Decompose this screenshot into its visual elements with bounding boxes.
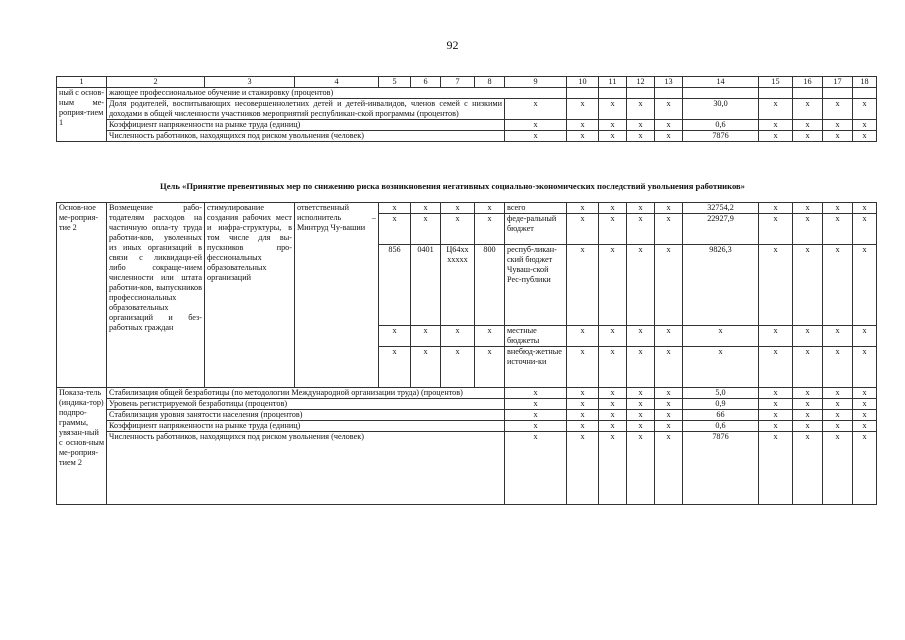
cell-value: x: [567, 131, 599, 142]
cell-value: x: [567, 399, 599, 410]
indicator-text: Коэффициент напряженности на рынке труда (единиц): [107, 120, 505, 131]
header-row: [57, 77, 877, 88]
cell-value: x: [823, 410, 853, 421]
cell-value: x: [759, 410, 793, 421]
cell-value: x: [793, 245, 823, 326]
funding-source: внебюд-жетные источни-ки: [505, 347, 567, 388]
cell-value: x: [823, 421, 853, 432]
cell-value: x: [627, 245, 655, 326]
header-cell: 1: [57, 77, 107, 88]
table-row: [57, 99, 877, 120]
table-row: [57, 399, 877, 410]
cell-value: x: [823, 432, 853, 505]
header-cell: 16: [793, 77, 823, 88]
code-cell: x: [411, 203, 441, 214]
cell-value: x: [793, 99, 823, 120]
cell-value: x: [655, 99, 683, 120]
cell-value: x: [823, 245, 853, 326]
code-cell: x: [441, 203, 475, 214]
executor-text: ответственный исполнитель – Минтруд Чу-вашии: [295, 203, 379, 388]
cell-value: x: [793, 120, 823, 131]
code-cell: x: [475, 214, 505, 245]
cell-value: x: [683, 347, 759, 388]
cell-value: x: [759, 326, 793, 347]
code-cell: x: [379, 326, 411, 347]
cell-value: x: [759, 347, 793, 388]
cell-value: x: [627, 347, 655, 388]
cell-value: x: [823, 214, 853, 245]
cell-value: x: [627, 399, 655, 410]
cell-value: x: [759, 399, 793, 410]
cell-value: x: [853, 245, 877, 326]
cell-value: x: [627, 326, 655, 347]
header-cell: 6: [411, 77, 441, 88]
cell-value: x: [505, 410, 567, 421]
cell-value: x: [759, 432, 793, 505]
header-cell: 15: [759, 77, 793, 88]
cell-value: x: [655, 203, 683, 214]
cell-value: x: [759, 203, 793, 214]
code-cell: 800: [475, 245, 505, 326]
cell-value: x: [759, 245, 793, 326]
header-cell: 9: [505, 77, 567, 88]
cell-value: x: [627, 410, 655, 421]
cell-value: x: [683, 326, 759, 347]
header-cell: 12: [627, 77, 655, 88]
cell-value: x: [853, 120, 877, 131]
code-cell: x: [475, 326, 505, 347]
table-row: [57, 432, 877, 505]
cell-value: x: [627, 214, 655, 245]
cell-value: x: [567, 214, 599, 245]
cell-value: x: [759, 131, 793, 142]
cell-value: x: [627, 99, 655, 120]
funding-source: феде-ральный бюджет: [505, 214, 567, 245]
main-activity-label: Основ-ное ме-роприя-тие 2: [57, 203, 107, 388]
cell-value: x: [567, 326, 599, 347]
cell-value: x: [627, 421, 655, 432]
cell-value: x: [793, 421, 823, 432]
table-row: [57, 421, 877, 432]
header-cell: 4: [295, 77, 379, 88]
cell-value: x: [655, 214, 683, 245]
cell-value: x: [505, 99, 567, 120]
task-text: стимулирование создания рабочих мест и инфра-структуры, в том числе для вы-пускников про-фессиональных образовательных организаций: [205, 203, 295, 388]
cell-value: x: [853, 347, 877, 388]
cell-value: x: [759, 388, 793, 399]
indicator-text: Численность работников, находящихся под риском увольнения (человек): [107, 432, 505, 505]
table-row: [57, 131, 877, 142]
header-cell: 17: [823, 77, 853, 88]
header-cell: 2: [107, 77, 205, 88]
cell-value: x: [655, 410, 683, 421]
cell-value: x: [655, 421, 683, 432]
code-cell: x: [411, 347, 441, 388]
header-cell: 8: [475, 77, 505, 88]
cell-value: x: [793, 131, 823, 142]
cell-value: x: [599, 326, 627, 347]
cell-value: x: [793, 326, 823, 347]
table-top: [56, 76, 877, 142]
indicator-label-1: ный с основ-ным ме-роприя-тием 1: [57, 88, 107, 142]
cell-value: x: [627, 388, 655, 399]
indicator-label-2: Показа-тель (индика-тор) подпро-граммы, увязан-ный с основ-ным ме-роприя-тием 2: [57, 388, 107, 505]
code-cell: x: [379, 214, 411, 245]
indicator-text: Коэффициент напряженности на рынке труда (единиц): [107, 421, 505, 432]
header-cell: 14: [683, 77, 759, 88]
cell-value: x: [567, 203, 599, 214]
continued-text: жающее профессиональное обучение и стажировку (процентов): [107, 88, 567, 99]
cell-value: x: [853, 432, 877, 505]
cell-value: x: [759, 421, 793, 432]
cell-value: x: [853, 326, 877, 347]
cell-value: x: [853, 131, 877, 142]
cell-value: x: [599, 120, 627, 131]
cell-value: x: [567, 120, 599, 131]
indicator-text: Уровень регистрируемой безработицы (процентов): [107, 399, 505, 410]
code-cell: x: [411, 326, 441, 347]
indicator-text: Стабилизация уровня занятости населения (процентов): [107, 410, 505, 421]
cell-value: x: [853, 214, 877, 245]
code-cell: 856: [379, 245, 411, 326]
cell-value: 32754,2: [683, 203, 759, 214]
code-cell: x: [411, 214, 441, 245]
cell-value: x: [627, 120, 655, 131]
cell-value: x: [627, 203, 655, 214]
header-cell: 7: [441, 77, 475, 88]
table-row: [57, 88, 877, 99]
cell-value: 0,6: [683, 421, 759, 432]
header-cell: 5: [379, 77, 411, 88]
cell-value: x: [505, 421, 567, 432]
indicator-text: Численность работников, находящихся под риском увольнения (человек): [107, 131, 505, 142]
cell-value: x: [823, 347, 853, 388]
cell-value: x: [567, 347, 599, 388]
table-row: [57, 410, 877, 421]
cell-value: x: [793, 203, 823, 214]
cell-value: x: [505, 399, 567, 410]
cell-value: x: [655, 347, 683, 388]
cell-value: x: [567, 410, 599, 421]
cell-value: 0,6: [683, 120, 759, 131]
cell-value: x: [599, 347, 627, 388]
code-cell: x: [441, 214, 475, 245]
code-cell: x: [441, 326, 475, 347]
header-cell: 3: [205, 77, 295, 88]
cell-value: x: [599, 388, 627, 399]
cell-value: x: [853, 203, 877, 214]
code-cell: x: [379, 203, 411, 214]
cell-value: x: [627, 432, 655, 505]
cell-value: 30,0: [683, 99, 759, 120]
cell-value: x: [505, 131, 567, 142]
main-activity-name: Возмещение рабо-тодателям расходов на частичную опла-ту труда работни-ков, уволенных из иных организаций в связи с ликвидаци-ей либо сокраще-нием численности или штата работни-ков, выпускников профессиональных образовательных организаций и без-работных граждан: [107, 203, 205, 388]
cell-value: x: [759, 214, 793, 245]
cell-value: 66: [683, 410, 759, 421]
cell-value: x: [853, 410, 877, 421]
cell-value: x: [599, 214, 627, 245]
cell-value: x: [793, 347, 823, 388]
cell-value: x: [567, 388, 599, 399]
indicator-text: Стабилизация общей безработицы (по методологии Международной организации труда) (процентов): [107, 388, 505, 399]
cell-value: x: [567, 245, 599, 326]
cell-value: x: [793, 214, 823, 245]
cell-value: x: [567, 99, 599, 120]
cell-value: 0,9: [683, 399, 759, 410]
table-main: [56, 202, 877, 505]
funding-source: всего: [505, 203, 567, 214]
header-cell: 13: [655, 77, 683, 88]
cell-value: x: [793, 399, 823, 410]
header-cell: 10: [567, 77, 599, 88]
header-cell: 18: [853, 77, 877, 88]
funding-source: местные бюджеты: [505, 326, 567, 347]
table-row: [57, 203, 877, 214]
cell-value: 9826,3: [683, 245, 759, 326]
cell-value: x: [567, 432, 599, 505]
code-cell: x: [441, 347, 475, 388]
code-cell: 0401: [411, 245, 441, 326]
header-cell: 11: [599, 77, 627, 88]
cell-value: x: [655, 399, 683, 410]
cell-value: x: [599, 245, 627, 326]
cell-value: x: [505, 432, 567, 505]
cell-value: x: [655, 120, 683, 131]
cell-value: x: [599, 421, 627, 432]
cell-value: x: [599, 410, 627, 421]
cell-value: x: [823, 99, 853, 120]
code-cell: x: [475, 203, 505, 214]
cell-value: x: [823, 388, 853, 399]
cell-value: x: [655, 131, 683, 142]
funding-source: респуб-ликан-ский бюджет Чуваш-ской Рес-публики: [505, 245, 567, 326]
cell-value: x: [853, 99, 877, 120]
cell-value: x: [823, 203, 853, 214]
cell-value: 7876: [683, 131, 759, 142]
cell-value: x: [823, 131, 853, 142]
cell-value: x: [853, 421, 877, 432]
goal-heading: Цель «Принятие превентивных мер по снижению риска возникновения негативных социально-экономических последствий увольнения работников»: [160, 181, 745, 191]
cell-value: x: [793, 388, 823, 399]
code-cell: x: [475, 347, 505, 388]
cell-value: x: [823, 399, 853, 410]
cell-value: x: [793, 410, 823, 421]
cell-value: x: [655, 245, 683, 326]
cell-value: x: [655, 388, 683, 399]
cell-value: x: [599, 99, 627, 120]
cell-value: x: [793, 432, 823, 505]
table-row: [57, 388, 877, 399]
cell-value: x: [853, 399, 877, 410]
code-cell: Ц64хх хxxxx: [441, 245, 475, 326]
page-number: 92: [446, 38, 459, 52]
cell-value: x: [759, 99, 793, 120]
cell-value: x: [505, 120, 567, 131]
code-cell: x: [379, 347, 411, 388]
cell-value: 22927,9: [683, 214, 759, 245]
cell-value: 5,0: [683, 388, 759, 399]
indicator-text: Доля родителей, воспитывающих несовершеннолетних детей и детей-инвалидов, членов семей с низкими доходами в общей численности участников мероприятий республикан-ской программы (процентов): [107, 99, 505, 120]
cell-value: x: [599, 399, 627, 410]
cell-value: x: [823, 326, 853, 347]
table-row: [57, 120, 877, 131]
cell-value: x: [627, 131, 655, 142]
cell-value: x: [759, 120, 793, 131]
cell-value: x: [505, 388, 567, 399]
cell-value: x: [599, 432, 627, 505]
cell-value: x: [853, 388, 877, 399]
cell-value: 7876: [683, 432, 759, 505]
cell-value: x: [599, 131, 627, 142]
cell-value: x: [655, 326, 683, 347]
cell-value: x: [655, 432, 683, 505]
cell-value: x: [823, 120, 853, 131]
cell-value: x: [599, 203, 627, 214]
cell-value: x: [567, 421, 599, 432]
